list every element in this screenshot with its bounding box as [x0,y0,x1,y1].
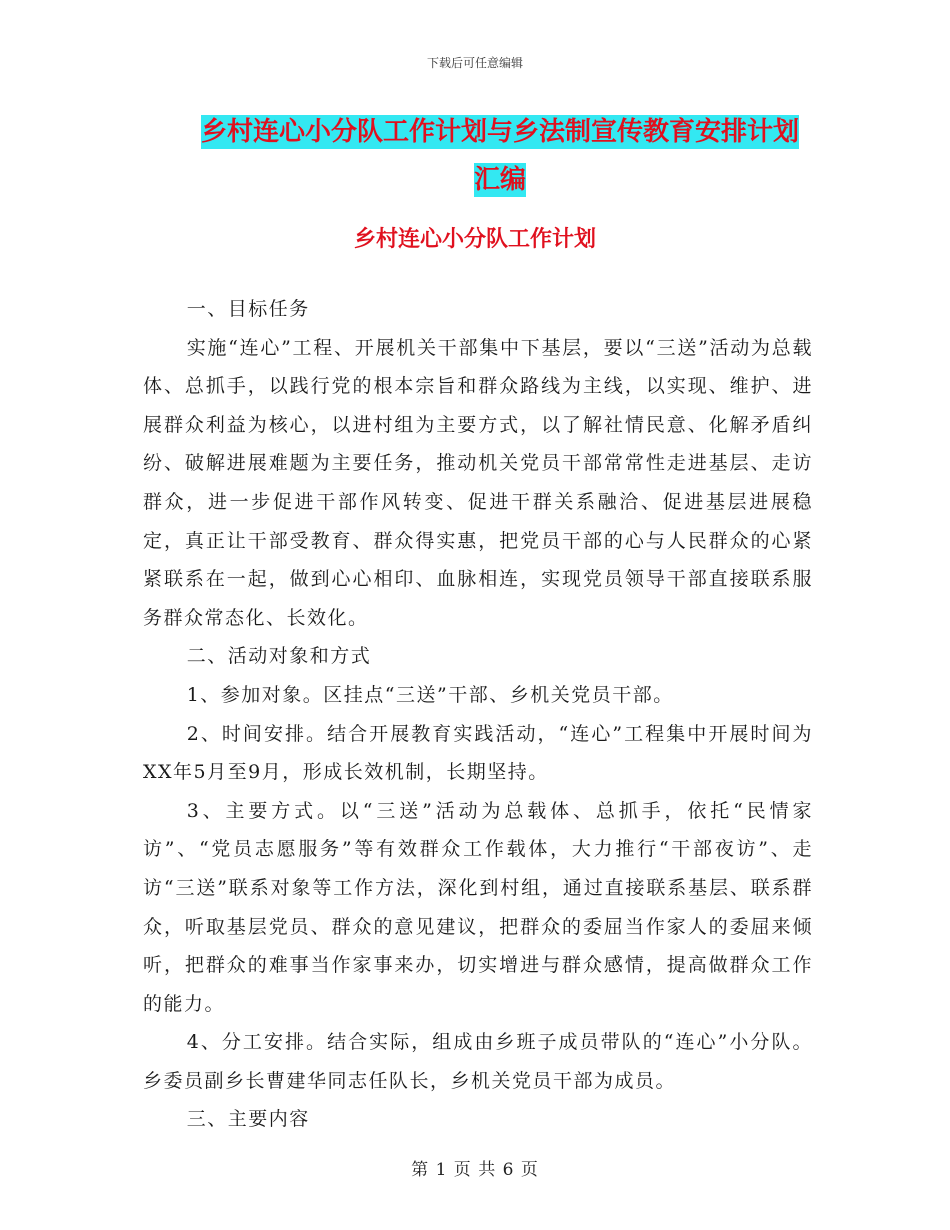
paragraph-goals: 实施“连心”工程、开展机关干部集中下基层，要以“三送”活动为总载体、总抓手，以践行党的根本宗旨和群众路线为主线，以实现、维护、进展群众利益为核心，以进村组为主要方式，以了解社情民意、化解矛盾纠纷、破解进展难题为主要任务，推动机关党员干部常常性走进基层、走访群众，进一步促进干部作风转变、促进干群关系融洽、促进基层进展稳定，真正让干部受教育、群众得实惠，把党员干部的心与人民群众的心紧紧联系在一起，做到心心相印、血脉相连，实现党员领导干部直接联系服务群众常态化、长效化。 [143,336,813,629]
page-number: 第 1 页 共 6 页 [411,1160,539,1180]
document-title-line-2: 汇编 [473,165,526,195]
document-body [143,290,813,1139]
heading-main-content: 三、主要内容 [186,1108,310,1131]
paragraph-methods: 3、主要方式。以“三送”活动为总载体、总抓手，依托“民情家访”、“党员志愿服务”等有效群众工作载体，大力推行“干部夜访”、走访“三送”联系对象等工作方法，深化到村组，通过直接联系基层、联系群众，听取基层党员、群众的意见建议，把群众的委屈当作家人的委屈来倾听，把群众的难事当作家事来办，切实增进与群众感情，提高做群众工作的能力。 [143,799,813,1015]
heading-goals: 一、目标任务 [186,298,310,320]
section-title: 乡村连心小分队工作计划 [353,227,596,252]
paragraph-schedule: 2、时间安排。结合开展教育实践活动，“连心”工程集中开展时间为XX年5月至9月，形成长效机制，长期坚持。 [143,722,813,784]
document-title [150,108,850,204]
heading-targets-and-methods: 二、活动对象和方式 [186,645,372,668]
paragraph-division-of-work: 4、分工安排。结合实际，组成由乡班子成员带队的“连心”小分队。乡委员副乡长曹建华同志任队长，乡机关党员干部为成员。 [143,1031,813,1092]
page-header: 下载后可任意编辑 [426,56,523,70]
paragraph-participants: 1、参加对象。区挂点“三送”干部、乡机关党员干部。 [186,683,674,706]
document-title-line-1: 乡村连心小分队工作计划与乡法制宣传教育安排计划 [200,117,799,147]
